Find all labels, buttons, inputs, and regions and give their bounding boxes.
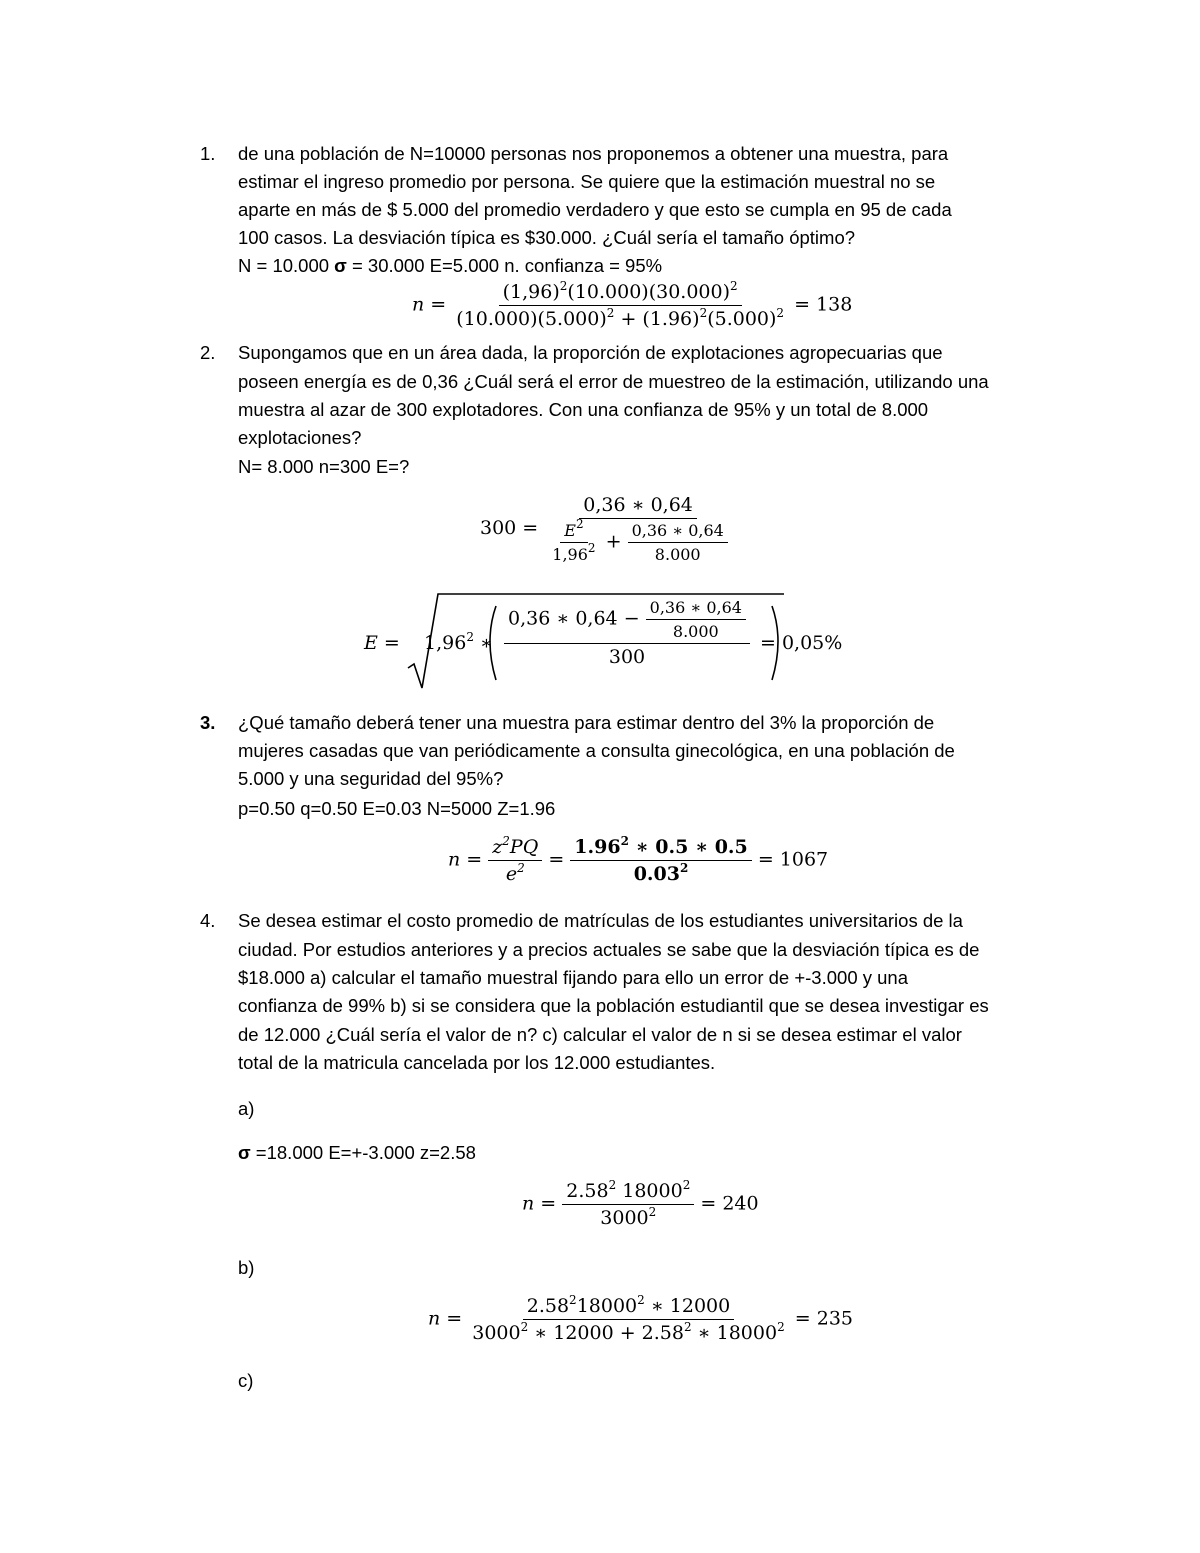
p4-part-b-label: b) bbox=[238, 1257, 255, 1278]
sigma-symbol: σ bbox=[334, 255, 347, 276]
p2-text-line-4: explotaciones? bbox=[238, 427, 362, 448]
item-number-4: 4. bbox=[200, 910, 216, 931]
p1-formula: n = $\frac{(1,96)^2(10.000)(30.000)^2}{(10.000)(5.000)^2 + (1.96)^2(5.000)^2}$ = 138 bbox=[412, 279, 853, 330]
item-number-2: 2. bbox=[200, 342, 216, 363]
p2-text-line-3: muestra al azar de 300 explotadores. Con una confianza de 95% y un total de 8.000 bbox=[238, 399, 929, 420]
p3-text-line-1: ¿Qué tamaño deberá tener una muestra para estimar dentro del 3% la proporción de bbox=[238, 712, 935, 733]
p4-given-values: σ =18.000 E=+-3.000 z=2.58 bbox=[238, 1142, 476, 1163]
p4-text-line-5: de 12.000 ¿Cuál sería el valor de n? c) calcular el valor de n si se desea estimar el valor bbox=[238, 1024, 962, 1045]
p3-text-line-3: 5.000 y una seguridad del 95%? bbox=[238, 768, 504, 789]
p1-text-line-2: estimar el ingreso promedio por persona. Se quiere que la estimación muestral no se bbox=[238, 171, 936, 192]
p4-formula-b: n = $\frac{2.58^218000^2 ∗ 12000}{3000^2 ∗ 12000 + 2.58^2 ∗ 18000^2}$ = 235 bbox=[428, 1293, 853, 1344]
p4-part-a-label: a) bbox=[238, 1098, 255, 1119]
p4-formula-a: n = $\frac{2.58^2 18000^2}{3000^2}$ = 240 bbox=[522, 1178, 759, 1229]
p4-text-line-3: $18.000 a) calcular el tamaño muestral fijando para ello un error de +-3.000 y una bbox=[238, 967, 909, 988]
p2-text-line-2: poseen energía es de 0,36 ¿Cuál será el error de muestreo de la estimación, utilizando una bbox=[238, 371, 989, 392]
p3-text-line-2: mujeres casadas que van periódicamente a consulta ginecológica, en una población de bbox=[238, 740, 955, 761]
item-number-3: 3. bbox=[200, 712, 216, 733]
p1-text-line-1: de una población de N=10000 personas nos proponemos a obtener una muestra, para bbox=[238, 143, 949, 164]
p2-formula-sample: 300 = 0,36 ∗ 0,64 $\frac{E^2}{1,96^2}$ + $\frac{0,36 ∗ 0,64}{8.000}$ bbox=[480, 494, 732, 564]
p1-text-line-4: 100 casos. La desviación típica es $30.000. ¿Cuál sería el tamaño óptimo? bbox=[238, 227, 856, 248]
item-number-1: 1. bbox=[200, 143, 216, 164]
p4-text-line-4: confianza de 99% b) si se considera que la población estudiantil que se desea investigar es bbox=[238, 995, 989, 1016]
p2-formula-error: E = 1,96$^2$ ∗ 0,36 ∗ 0,64 − $\frac{0,36 ∗ 0,64}{8.000}$ 300 = 0,05% bbox=[362, 590, 852, 690]
p4-part-c-label: c) bbox=[238, 1370, 254, 1391]
p3-formula: n = $\frac{z^2PQ}{e^2}$ = $\frac{1.96^2 ∗ 0.5 ∗ 0.5}{0.03^2}$ = 1067 bbox=[448, 834, 829, 885]
p3-given-values: p=0.50 q=0.50 E=0.03 N=5000 Z=1.96 bbox=[238, 798, 556, 819]
p4-text-line-1: Se desea estimar el costo promedio de matrículas de los estudiantes universitarios de la bbox=[238, 910, 963, 931]
p2-given-values: N= 8.000 n=300 E=? bbox=[238, 456, 410, 477]
sigma-symbol: σ bbox=[238, 1142, 251, 1163]
p1-given-values: N = 10.000 σ = 30.000 E=5.000 n. confianza = 95% bbox=[238, 255, 663, 276]
p1-text-line-3: aparte en más de $ 5.000 del promedio verdadero y que esto se cumpla en 95 de cada bbox=[238, 199, 952, 220]
p2-text-line-1: Supongamos que en un área dada, la proporción de explotaciones agropecuarias que bbox=[238, 342, 943, 363]
p4-text-line-2: ciudad. Por estudios anteriores y a precios actuales se sabe que la desviación típica es de bbox=[238, 939, 980, 960]
p4-text-line-6: total de la matricula cancelada por los 12.000 estudiantes. bbox=[238, 1052, 716, 1073]
